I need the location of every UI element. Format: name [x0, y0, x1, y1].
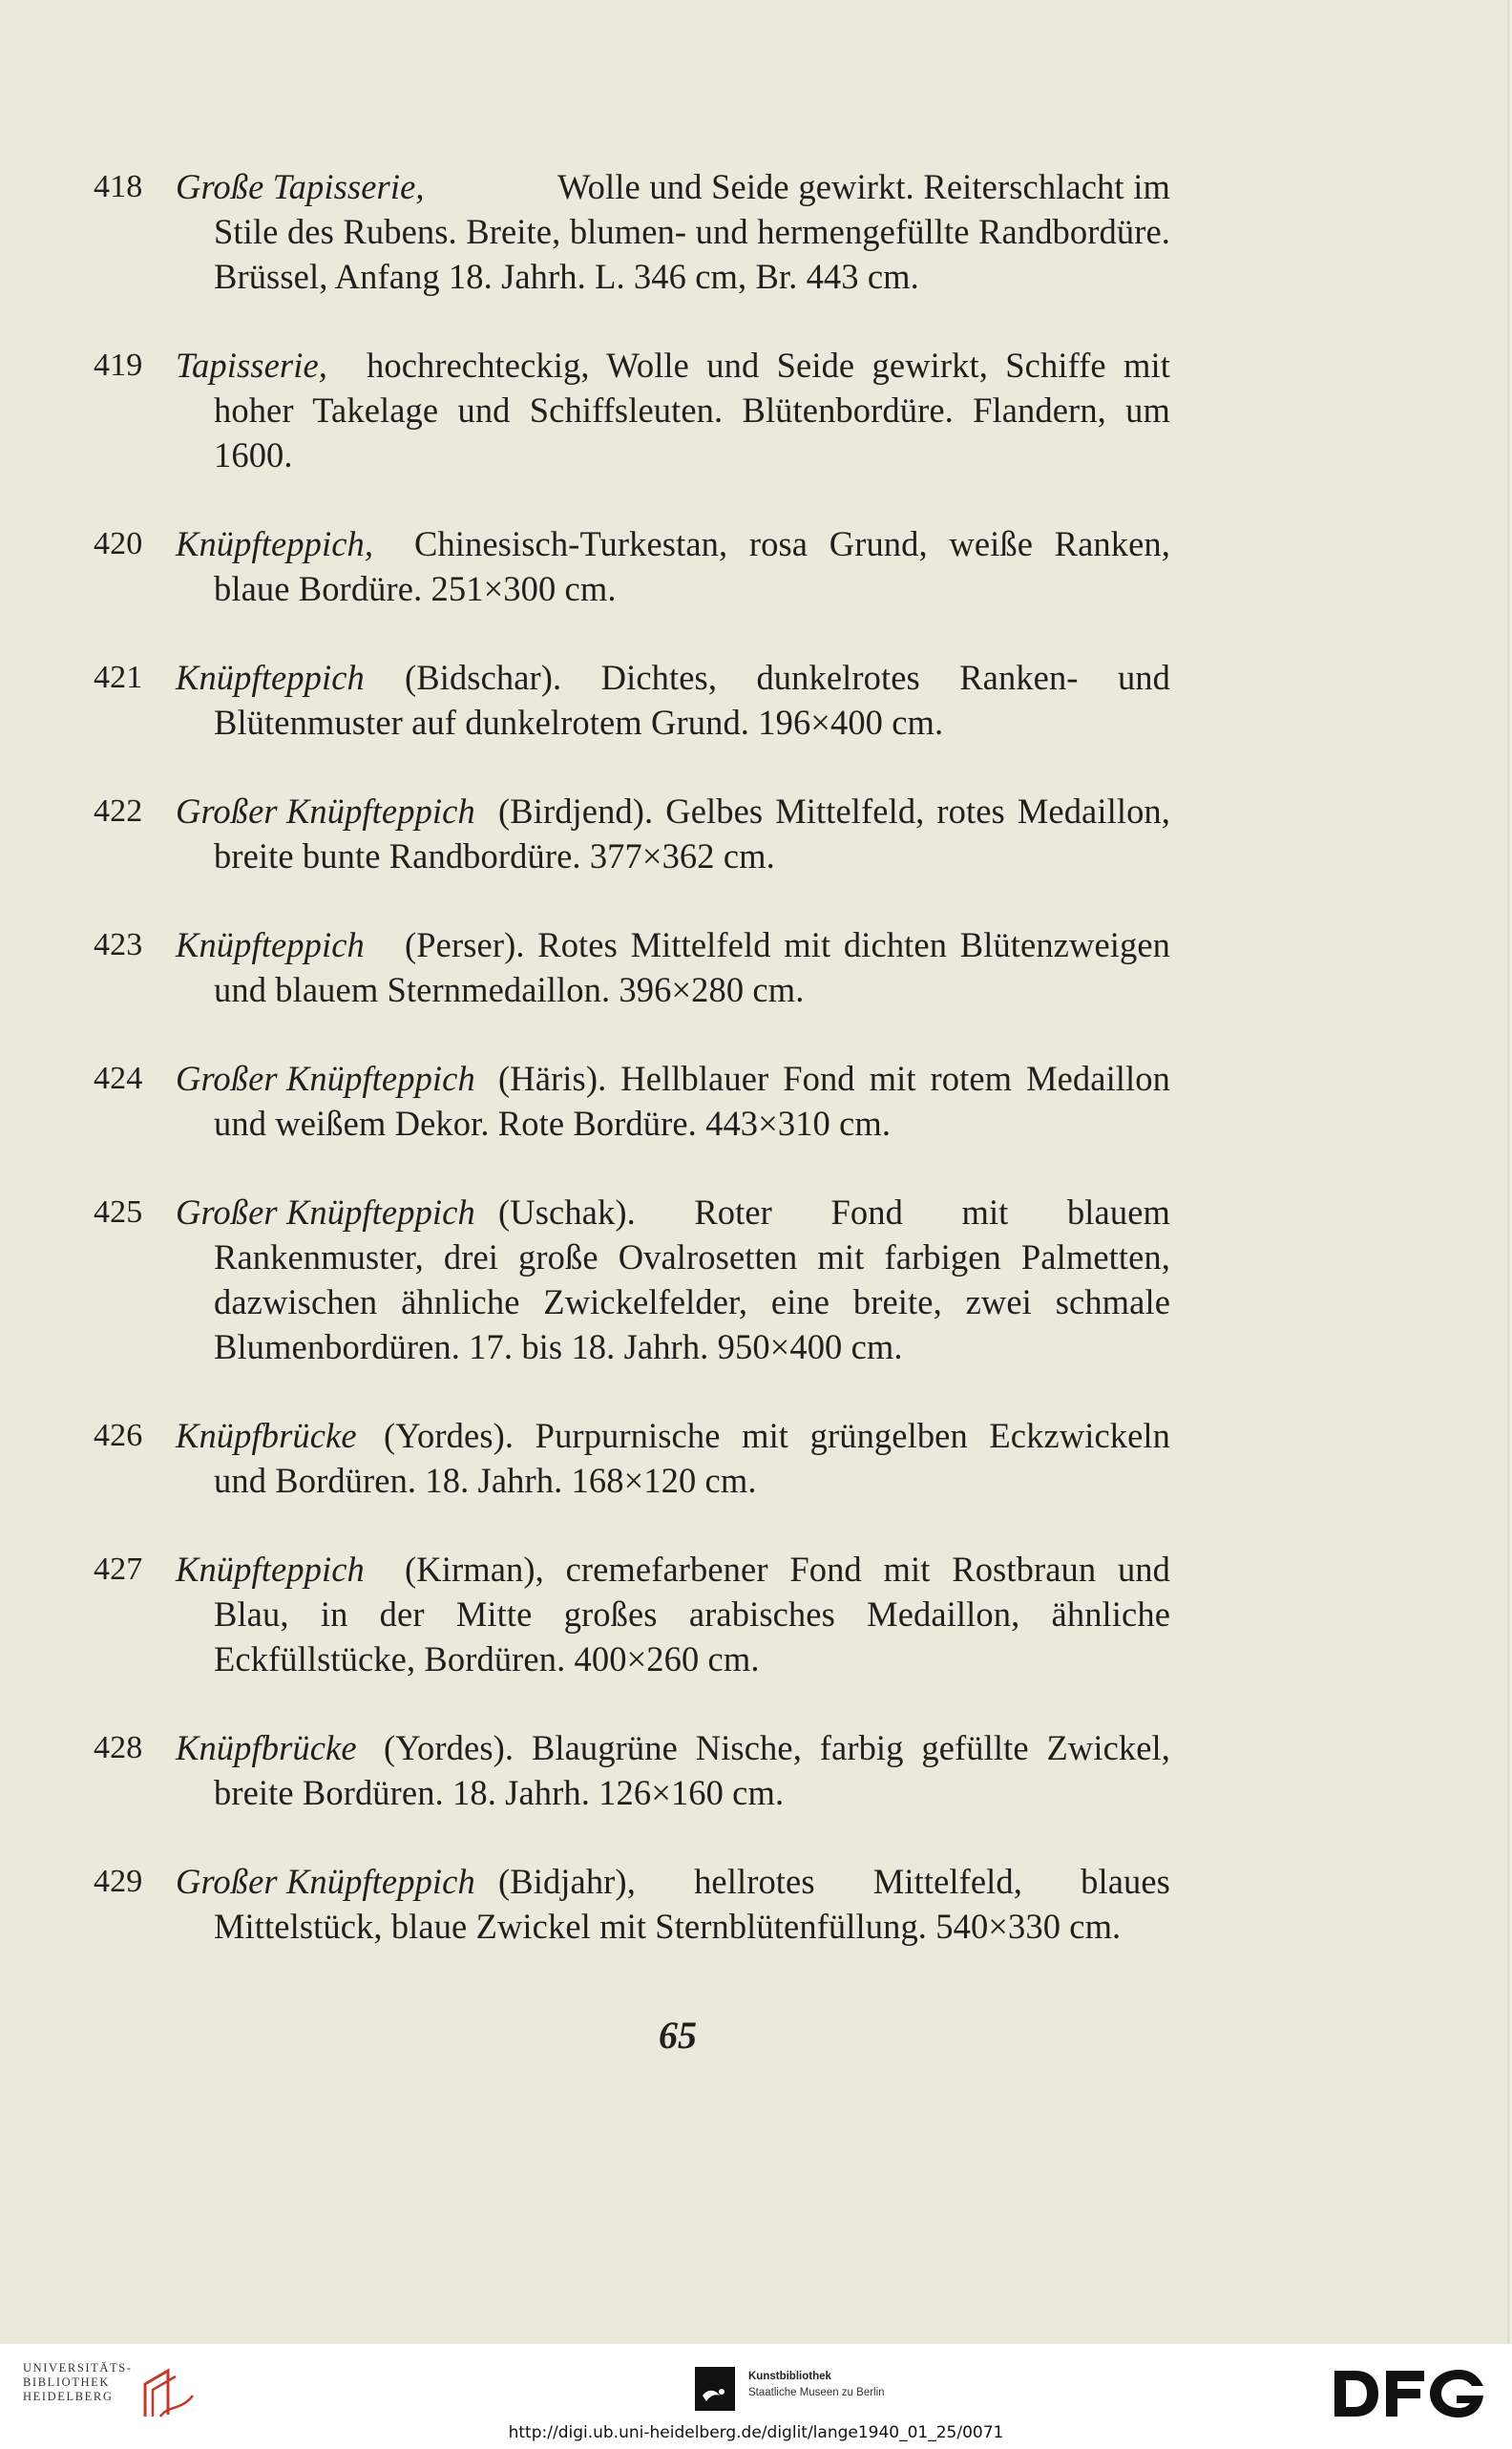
- entry-title: Knüpfteppich: [176, 925, 365, 964]
- ub-logo-line: UNIVERSITÄTS-: [23, 2361, 133, 2375]
- entry-text: (Kirman), cremefarbener Fond mit Rostbraun und Blau, in der Mitte großes arabisches Medaillon, ähnliche Eckfüllstücke, Bordüren. 400×260 cm.: [214, 1550, 1170, 1678]
- entry-text: (Bidschar). Dichtes, dunkelrotes Ranken- und Blütenmuster auf dunkelrotem Grund. 196×400 cm.: [214, 658, 1170, 742]
- entry-text: Wolle und Seide gewirkt. Reiterschlacht im Stile des Rubens. Breite, blumen- und hermengefüllte Randbordüre. Brüssel, Anfang 18. Jahrh. L. 346 cm, Br. 443 cm.: [214, 167, 1170, 296]
- catalog-entry: [94, 789, 1170, 878]
- catalog-entry: [94, 343, 1170, 477]
- entry-title: Knüpfbrücke: [176, 1416, 357, 1455]
- entry-number: 426: [94, 1418, 143, 1453]
- entry-title: Großer Knüpfteppich: [176, 792, 475, 831]
- entry-text: (Bidjahr), hellrotes Mittelfeld, blaues Mittelstück, blaue Zwickel mit Sternblütenfüllung. 540×330 cm.: [214, 1862, 1170, 1946]
- entry-text: hochrechteckig, Wolle und Seide gewirkt, Schiffe mit hoher Takelage und Schiffsleuten. Blütenbordüre. Flandern, um 1600.: [214, 346, 1170, 475]
- ub-logo-line: HEIDELBERG: [23, 2390, 114, 2403]
- entry-number: 427: [94, 1552, 143, 1587]
- entry-title: Knüpfbrücke: [176, 1728, 357, 1767]
- entry-number: 421: [94, 660, 143, 695]
- entry-title: Großer Knüpfteppich: [176, 1862, 475, 1901]
- entry-text: (Häris). Hellblauer Fond mit rotem Medaillon und weißem Dekor. Rote Bordüre. 443×310 cm.: [214, 1059, 1170, 1143]
- ub-emblem-icon: [139, 2367, 200, 2420]
- entry-title: Knüpfteppich: [176, 1550, 365, 1589]
- catalog-entry: [94, 922, 1170, 1012]
- entry-title: Große Tapisserie,: [176, 167, 425, 206]
- entry-title: Großer Knüpfteppich: [176, 1193, 475, 1232]
- entry-number: 429: [94, 1864, 143, 1899]
- source-url-link[interactable]: http://digi.ub.uni-heidelberg.de/diglit/lange1940_01_25/0071: [508, 2423, 1004, 2442]
- entry-number: 424: [94, 1061, 143, 1096]
- catalog-entry: [94, 1859, 1170, 1949]
- catalog-entry: [94, 521, 1170, 611]
- entry-number: 425: [94, 1194, 143, 1230]
- entry-title: Tapisserie,: [176, 346, 327, 385]
- catalog-entry: [94, 164, 1170, 299]
- catalog-entry: [94, 1547, 1170, 1681]
- kunstbibliothek-name: Kunstbibliothek: [748, 2371, 831, 2382]
- entry-text: (Perser). Rotes Mittelfeld mit dichten Blütenzweigen und blauem Sternmedaillon. 396×280 cm.: [214, 925, 1170, 1009]
- entry-number: 423: [94, 927, 143, 962]
- page-edge: [1507, 0, 1512, 2344]
- entry-number: 428: [94, 1730, 143, 1765]
- entry-number: 418: [94, 169, 143, 204]
- entry-number: 422: [94, 793, 143, 829]
- entry-title: Knüpfteppich,: [176, 524, 374, 563]
- entry-title: Großer Knüpfteppich: [176, 1059, 475, 1098]
- kunstbibliothek-subtitle: Staatliche Museen zu Berlin: [748, 2387, 885, 2398]
- university-library-logo[interactable]: [23, 2361, 185, 2415]
- dfg-logo[interactable]: [1333, 2365, 1485, 2422]
- catalog-entry: [94, 1725, 1170, 1815]
- catalog-entries: [94, 164, 1170, 1993]
- entry-text: (Yordes). Purpurnische mit grüngelben Eckzwickeln und Bordüren. 18. Jahrh. 168×120 cm.: [214, 1416, 1170, 1500]
- catalog-entry: [94, 1056, 1170, 1146]
- kunstbibliothek-emblem-icon: [695, 2367, 735, 2411]
- catalog-entry: [94, 1190, 1170, 1369]
- entry-number: 420: [94, 526, 143, 561]
- entry-text: (Birdjend). Gelbes Mittelfeld, rotes Medaillon, breite bunte Randbordüre. 377×362 cm.: [214, 792, 1170, 876]
- entry-text: (Yordes). Blaugrüne Nische, farbig gefüllte Zwickel, breite Bordüren. 18. Jahrh. 126×160 cm.: [214, 1728, 1170, 1812]
- entry-title: Knüpfteppich: [176, 658, 365, 697]
- footer-bar: [0, 2344, 1512, 2449]
- catalog-entry: [94, 1413, 1170, 1503]
- ub-logo-line: BIBLIOTHEK: [23, 2375, 110, 2389]
- kunstbibliothek-logo[interactable]: [695, 2367, 981, 2415]
- entry-number: 419: [94, 348, 143, 383]
- entry-text: (Uschak). Roter Fond mit blauem Rankenmuster, drei große Ovalrosetten mit farbigen Palmetten, dazwischen ähnliche Zwickelfelder, eine breite, zwei schmale Blumenbordüren. 17. bis 18. Jahrh. 950×400 cm.: [214, 1193, 1170, 1366]
- page-number: 65: [659, 2014, 697, 2057]
- catalog-entry: [94, 655, 1170, 745]
- entry-text: Chinesisch-Turkestan, rosa Grund, weiße Ranken, blaue Bordüre. 251×300 cm.: [214, 524, 1170, 608]
